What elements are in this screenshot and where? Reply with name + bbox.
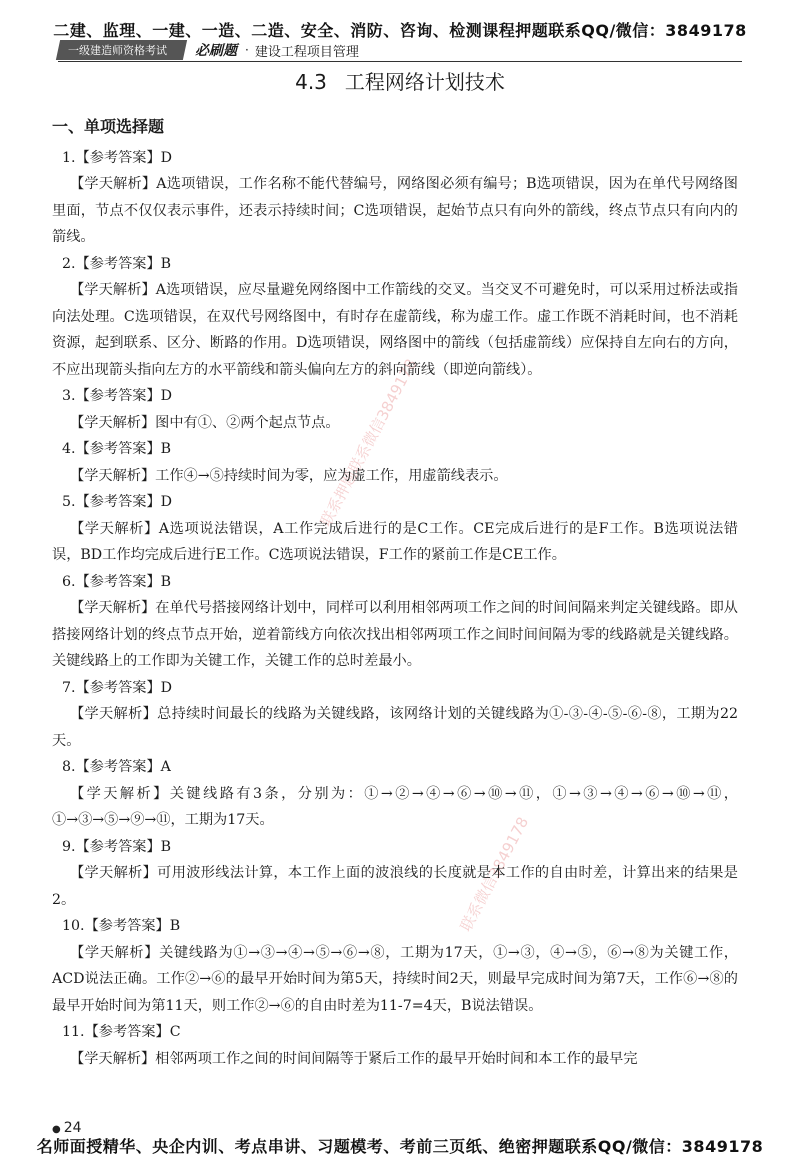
subject-name: 建设工程项目管理 [254,44,359,60]
answer-line: 6.【参考答案】B [62,573,172,590]
header-separator: · [245,43,249,57]
explanation-text: 【学天解析】A选项错误，工作名称不能代替编号，网络图必须有编号；B选项错误，因为在单代号网络图里面，节点不仅仅表示事件，还表示持续时间；C选项错误，起始节点只有向外的箭线，终点节点只有向内的箭线。 [52,176,738,245]
section-title-text: 工程网络计划技术 [344,70,505,94]
explanation-text: 【学天解析】图中有①、②两个起点节点。 [70,414,340,431]
answer-line: 3.【参考答案】D [62,388,173,404]
answer-line: 7.【参考答案】D [62,679,173,696]
running-header [58,40,359,60]
answer-line: 10.【参考答案】B [62,918,181,934]
explanation-text: 【学天解析】A选项错误，应尽量避免网络图中工作箭线的交叉。当交叉不可避免时，可以采用过桥法或指向法处理。C选项错误，在双代号网络图中，有时存在虚箭线，称为虚工作。虚工作既不消耗时间，也不消耗资源，起到联系、区分、断路的作用。D选项错误，网络图中的箭线（包括虚箭线）应保持自左向右的方向，不应出现箭头指向左方的水平箭线和箭头偏向左方的斜向箭线（即逆向箭线）。 [52,282,738,378]
explanation-text: 【学天解析】相邻两项工作之间的时间间隔等于紧后工作的最早开始时间和本工作的最早完 [70,1050,638,1067]
watermark: 联系押题联系微信3849178 [316,355,421,530]
page-number: ● 24 [52,1120,82,1136]
answer-line: 11.【参考答案】C [62,1024,181,1040]
bottom-advertisement: 名师面授精华、央企内训、考点串讲、习题模考、考前三页纸、绝密押题联系QQ/微信：3849178 [36,1137,764,1156]
explanation-text: 【学天解析】关键线路为①→③→④→⑤→⑥→⑧，工期为17天，①→③，④→⑤，⑥→⑧为关键工作，ACD说法正确。工作②→⑥的最早开始时间为第5天，持续时间2天，则最早完成时间为第7天，工作⑥→⑧的最早开始时间为第11天，则工作②→⑥的自由时差为11-7=4天，B说法错误。 [52,944,738,1014]
explanation-text: 【学天解析】总持续时间最长的线路为关键线路，该网络计划的关键线路为①-③-④-⑤-⑥-⑧，工期为22天。 [52,706,738,749]
answer-line: 5.【参考答案】D [62,494,173,510]
answer-line: 9.【参考答案】B [62,838,172,855]
answer-line: 1.【参考答案】D [62,149,173,166]
answer-line: 4.【参考答案】B [62,441,172,457]
exam-series-tag: 一级建造师资格考试 [56,40,187,60]
explanation-text: 【学天解析】工作④→⑤持续时间为零，应为虚工作，用虚箭线表示。 [70,467,508,484]
explanation-text: 【学天解析】A选项说法错误，A工作完成后进行的是C工作。CE完成后进行的是F工作。B选项说法错误，BD工作均完成后进行E工作。C选项说法错误，F工作的紧前工作是CE工作。 [52,520,738,563]
book-name: 必刷题 [195,43,237,59]
answer-line: 8.【参考答案】A [62,759,171,775]
watermark: 联系微信3849178 [456,813,533,935]
answer-line: 2.【参考答案】B [62,255,172,272]
section-title [0,66,800,95]
header-divider [58,61,742,62]
explanation-text: 【学天解析】可用波形线法计算，本工作上面的波浪线的长度就是本工作的自由时差，计算出来的结果是2。 [52,865,738,908]
answer-content [52,114,738,1072]
section-number: 4.3 [295,70,327,94]
explanation-text: 【学天解析】在单代号搭接网络计划中，同样可以利用相邻两项工作之间的时间间隔来判定关键线路。即从搭接网络计划的终点节点开始，逆着箭线方向依次找出相邻两项工作之间时间间隔为零的线路就是关键线路。关键线路上的工作即为关键工作，关键工作的总时差最小。 [52,600,738,669]
top-advertisement: 二建、监理、一建、一造、二造、安全、消防、咨询、检测课程押题联系QQ/微信：3849178 [53,21,747,40]
part-heading: 一、单项选择题 [52,117,165,136]
explanation-text: 【学天解析】关键线路有3条，分别为：①→②→④→⑥→⑩→⑪，①→③→④→⑥→⑩→⑪，①→③→⑤→⑨→⑪，工期为17天。 [52,785,738,828]
